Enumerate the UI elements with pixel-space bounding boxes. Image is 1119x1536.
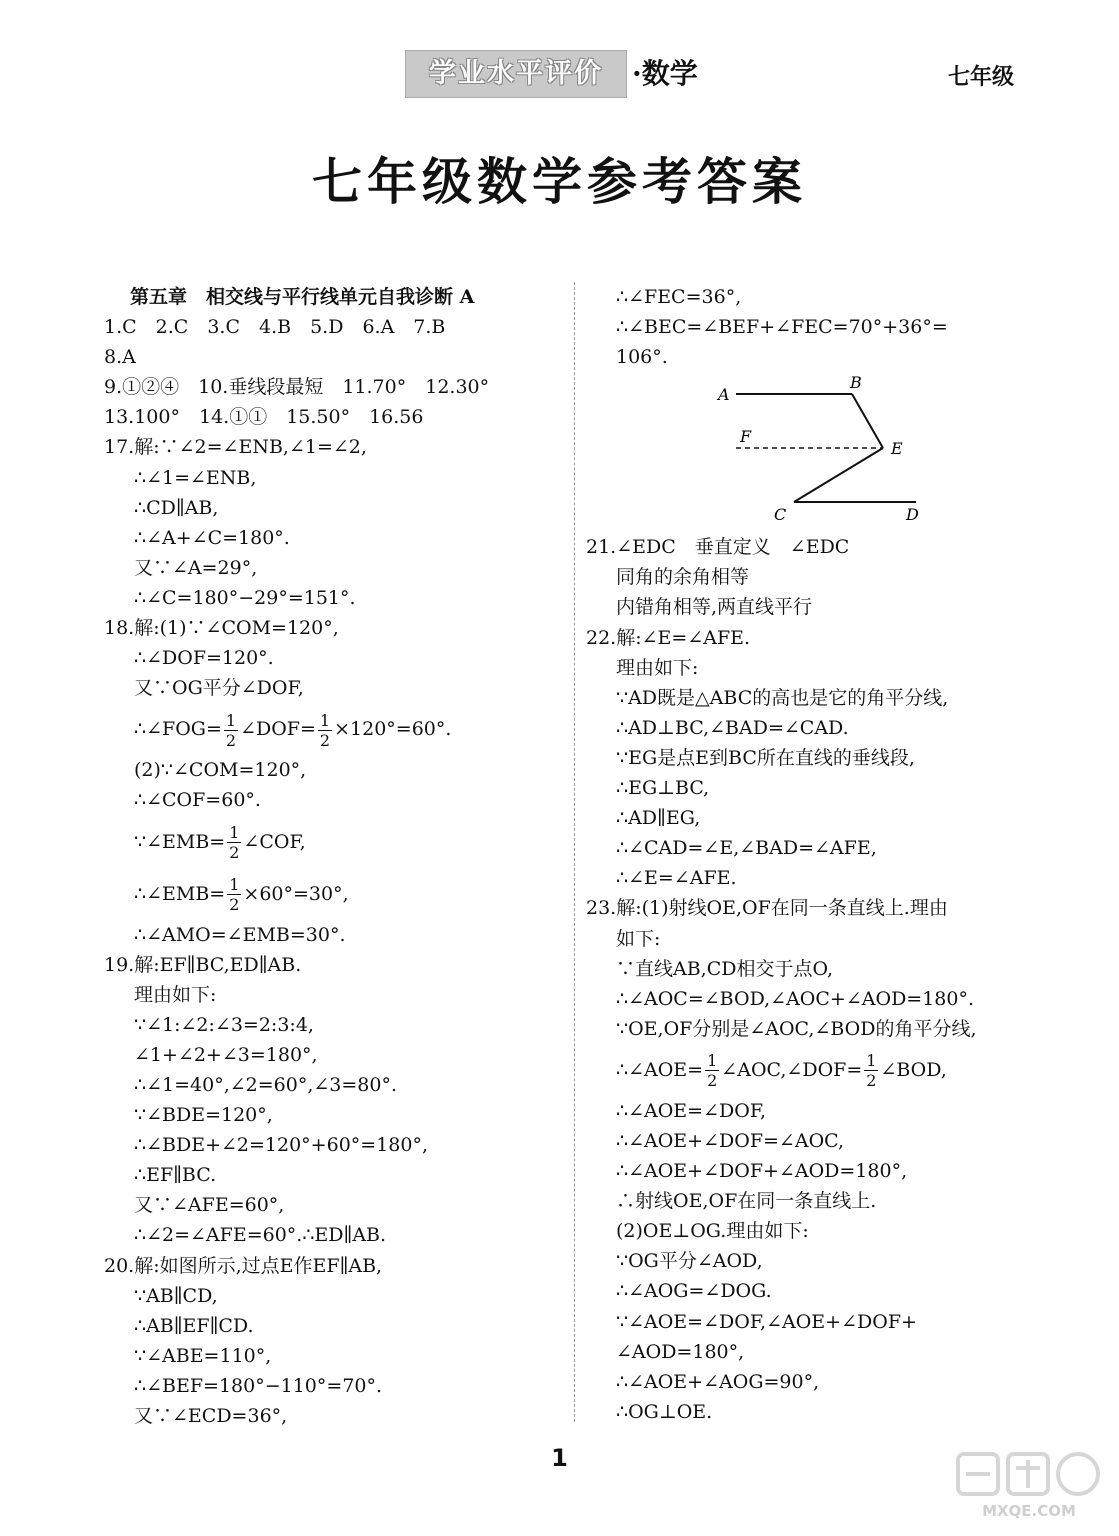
answer-line: 内错角相等,两直线平行: [616, 596, 813, 619]
fraction-denominator: 2: [707, 1071, 718, 1091]
fraction-half: [864, 1051, 878, 1090]
point-label-d: D: [906, 505, 919, 525]
answer-line: 20.解:如图所示,过点E作EF∥AB,: [104, 1254, 383, 1277]
text-segment: ∴∠FOG=: [134, 718, 222, 741]
page-title: 七年级数学参考答案: [312, 153, 807, 211]
watermark: [954, 1448, 1104, 1528]
answer-line: ∴∠AOE+∠DOF+∠AOD=180°,: [616, 1160, 908, 1183]
answer-line: ∵∠BDE=120°,: [134, 1104, 273, 1127]
point-label-a: A: [718, 385, 730, 405]
answer-line: 106°.: [616, 346, 668, 369]
answer-line: ∴∠AOE+∠DOF=∠AOC,: [616, 1129, 845, 1152]
answer-line: ∴AB∥EF∥CD.: [134, 1314, 254, 1337]
answer-line: ∴∠E=∠AFE.: [616, 867, 737, 890]
text-segment: ∴∠AOE=: [616, 1058, 704, 1081]
answer-stamp-icon: [954, 1448, 1104, 1504]
answer-line: 如下:: [616, 927, 661, 950]
header-grade: 七年级: [948, 64, 1015, 90]
text-segment: ∠AOC,∠DOF=: [721, 1058, 863, 1081]
answer-line: ∴∠BDE+∠2=120°+60°=180°,: [134, 1134, 429, 1157]
header-subject: ·数学: [632, 57, 698, 90]
answer-line: 同角的余角相等: [616, 566, 750, 589]
answer-line: ∴OG⊥OE.: [616, 1400, 713, 1423]
answer-line: ∴∠BEF=180°−110°=70°.: [134, 1374, 383, 1397]
watermark-text: MXQE.COM: [982, 1502, 1076, 1520]
answer-line: ∴CD∥AB,: [134, 496, 219, 519]
geometry-figure: [586, 372, 1036, 532]
answer-line: 9.①②④ 10.垂线段最短 11.70° 12.30°: [104, 376, 490, 399]
answer-line: ∵OG平分∠AOD,: [616, 1250, 763, 1273]
answer-line: ∴∠FEC=36°,: [616, 286, 742, 308]
column-divider: [574, 282, 575, 1422]
fraction-numerator: 1: [319, 710, 331, 730]
answer-line: ∴∠COF=60°.: [134, 789, 261, 812]
right-column: [586, 282, 1036, 1427]
answer-line: ∴∠AOE+∠AOG=90°,: [616, 1370, 820, 1393]
text-segment: ∠DOF=: [240, 718, 316, 741]
answer-line: ∴∠CAD=∠E,∠BAD=∠AFE,: [616, 837, 877, 860]
answer-line: ∴EF∥BC.: [134, 1164, 217, 1187]
text-segment: ∠BOD,: [880, 1058, 947, 1081]
text-segment: ×120°=60°.: [334, 718, 452, 741]
answer-line: ∴∠2=∠AFE=60°.∴ED∥AB.: [134, 1224, 387, 1247]
answer-line: ∠AOD=180°,: [616, 1340, 745, 1363]
fraction-numerator: 1: [707, 1051, 718, 1071]
fraction-line: [104, 816, 574, 868]
answer-line: 理由如下:: [134, 983, 217, 1006]
answer-line: 23.解:(1)射线OE,OF在同一条直线上.理由: [586, 897, 948, 920]
page-number: 1: [551, 1444, 568, 1472]
fraction-line: [104, 703, 574, 755]
fraction-half: [318, 711, 332, 750]
answer-line: 理由如下:: [616, 656, 699, 679]
answer-line: 又∵∠A=29°,: [134, 556, 258, 579]
answer-line: (2)OE⊥OG.理由如下:: [616, 1220, 809, 1243]
answer-line: 22.解:∠E=∠AFE.: [586, 626, 751, 649]
answer-line: ∵∠ABE=110°,: [134, 1344, 272, 1367]
fraction-numerator: 1: [229, 823, 240, 842]
fraction-denominator: 2: [229, 843, 240, 862]
answer-line: ∴AD∥EG,: [616, 807, 701, 830]
header-brand: 学业水平评价: [405, 50, 627, 98]
fraction-numerator: 1: [229, 875, 240, 894]
fraction-numerator: 1: [866, 1051, 877, 1071]
answer-line: 又∵∠ECD=36°,: [134, 1405, 288, 1427]
answer-line: ∠1+∠2+∠3=180°,: [134, 1043, 318, 1066]
answer-line: ∴∠AOC=∠BOD,∠AOC+∠AOD=180°.: [616, 987, 975, 1010]
answer-line: ∵∠AOE=∠DOF,∠AOE+∠DOF+: [616, 1310, 917, 1333]
section-heading: 第五章 相交线与平行线单元自我诊断 A: [130, 286, 475, 308]
text-segment: ∠COF,: [243, 830, 306, 853]
answer-line: 19.解:EF∥BC,ED∥AB.: [104, 953, 302, 976]
answer-line: ∴射线OE,OF在同一条直线上.: [616, 1190, 877, 1213]
answer-line: ∴∠A+∠C=180°.: [134, 526, 290, 549]
answer-line: ∴AD⊥BC,∠BAD=∠CAD.: [616, 716, 849, 739]
answer-line: ∵直线AB,CD相交于点O,: [616, 957, 833, 980]
answer-line: 又∵OG平分∠DOF,: [134, 677, 304, 700]
geometry-diagram: [586, 372, 1036, 532]
fraction-denominator: 2: [866, 1071, 877, 1091]
fraction-denominator: 2: [225, 730, 237, 750]
answer-line: ∵AB∥CD,: [134, 1284, 218, 1307]
fraction-denominator: 2: [229, 895, 240, 914]
answer-line: ∴∠BEC=∠BEF+∠FEC=70°+36°=: [616, 316, 948, 339]
point-label-f: F: [740, 427, 752, 447]
text-segment: ×60°=30°,: [243, 882, 349, 905]
text-segment: ∵∠EMB=: [134, 830, 226, 853]
answer-line: 18.解:(1)∵∠COM=120°,: [104, 617, 339, 640]
fraction-half: [227, 823, 241, 862]
fraction-line: [586, 1044, 1036, 1096]
answer-line: ∴∠1=40°,∠2=60°,∠3=80°.: [134, 1073, 398, 1096]
answer-line: ∴∠DOF=120°.: [134, 647, 274, 670]
fraction-half: [224, 711, 238, 750]
answer-line: (2)∵∠COM=120°,: [134, 759, 307, 782]
point-label-e: E: [891, 439, 903, 459]
answer-line: 21.∠EDC 垂直定义 ∠EDC: [586, 536, 850, 559]
fraction-half: [705, 1051, 719, 1090]
text-segment: ∴∠EMB=: [134, 882, 226, 905]
answer-line: ∴∠AOE=∠DOF,: [616, 1099, 767, 1122]
segment-ec: [794, 448, 883, 502]
answer-line: ∵OE,OF分别是∠AOC,∠BOD的角平分线,: [616, 1017, 977, 1040]
point-label-b: B: [850, 373, 862, 393]
answer-line: ∵AD既是△ABC的高也是它的角平分线,: [616, 686, 949, 709]
answer-line: ∵EG是点E到BC所在直线的垂线段,: [616, 746, 915, 769]
left-column: [104, 282, 574, 1431]
answer-line: ∵∠1:∠2:∠3=2:3:4,: [134, 1013, 314, 1036]
segment-be: [852, 394, 883, 448]
answer-line: ∴∠AOG=∠DOG.: [616, 1280, 772, 1303]
fraction-denominator: 2: [319, 730, 331, 750]
answer-line: ∴∠C=180°−29°=151°.: [134, 586, 356, 609]
answer-line: 13.100° 14.①① 15.50° 16.56: [104, 406, 424, 429]
answer-line: 1.C 2.C 3.C 4.B 5.D 6.A 7.B: [104, 316, 446, 339]
fraction-half: [227, 875, 241, 914]
answer-line: 8.A: [104, 346, 136, 369]
answer-line: ∴∠AMO=∠EMB=30°.: [134, 923, 346, 946]
answer-line: 17.解:∵∠2=∠ENB,∠1=∠2,: [104, 436, 367, 459]
answer-line: ∴∠1=∠ENB,: [134, 466, 257, 489]
point-label-c: C: [774, 505, 787, 525]
fraction-line: [104, 868, 574, 920]
fraction-numerator: 1: [225, 710, 237, 730]
answer-line: 又∵∠AFE=60°,: [134, 1194, 285, 1217]
answer-line: ∴EG⊥BC,: [616, 777, 710, 800]
